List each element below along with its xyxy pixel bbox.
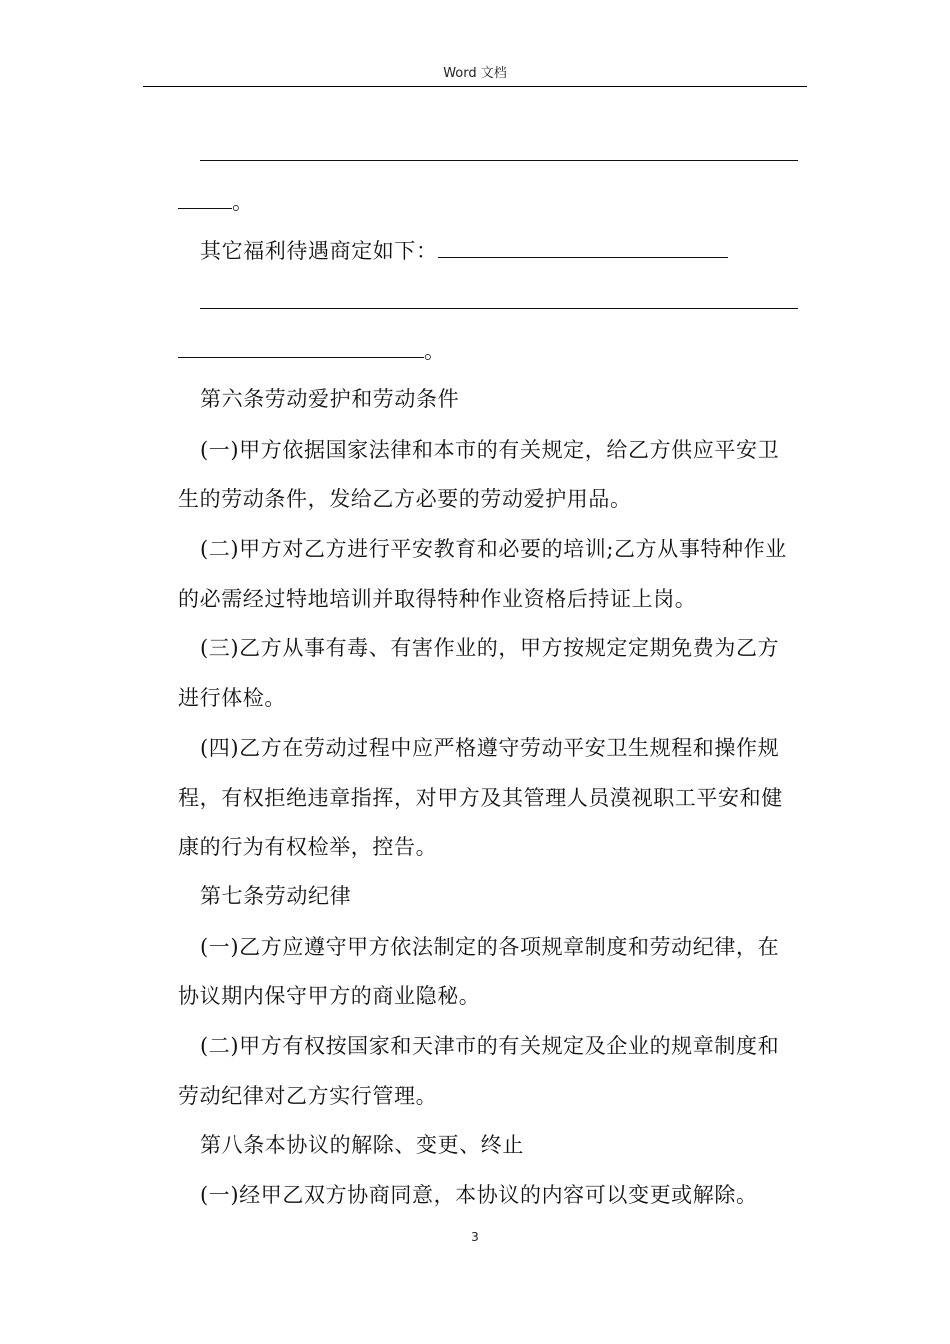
paragraph-line: (四)乙方在劳动过程中应严格遵守劳动平安卫生规程和操作规 xyxy=(200,736,780,760)
blank-underline xyxy=(178,335,424,358)
paragraph-line: 进行体检。 xyxy=(178,686,286,710)
paragraph-line: 劳动纪律对乙方实行管理。 xyxy=(178,1084,438,1108)
blank-line-end xyxy=(178,186,803,218)
paragraph-line: 康的行为有权检举，控告。 xyxy=(178,835,438,859)
header-divider xyxy=(143,86,807,87)
section-heading: 第八条本协议的解除、变更、终止 xyxy=(200,1133,524,1157)
paragraph-line: (一)甲方依据国家法律和本市的有关规定，给乙方供应平安卫 xyxy=(200,438,780,462)
blank-line xyxy=(178,138,803,170)
paragraph-line: 生的劳动条件，发给乙方必要的劳动爱护用品。 xyxy=(178,487,632,511)
paragraph-line: (一)经甲乙双方协商同意，本协议的内容可以变更或解除。 xyxy=(200,1183,758,1207)
blank-underline xyxy=(200,138,798,161)
welfare-label: 其它福利待遇商定如下： xyxy=(200,239,438,263)
header-title: Word 文档 xyxy=(443,66,507,81)
paragraph-line: (二)甲方有权按国家和天津市的有关规定及企业的规章制度和 xyxy=(200,1034,780,1058)
section-heading: 第六条劳动爱护和劳动条件 xyxy=(200,387,460,411)
paragraph-line: (三)乙方从事有毒、有害作业的，甲方按规定定期免费为乙方 xyxy=(200,636,780,660)
page-number: 3 xyxy=(471,1230,479,1244)
paragraph-line: 的必需经过特地培训并取得特种作业资格后持证上岗。 xyxy=(178,587,697,611)
blank-end-mark: 。 xyxy=(232,190,254,214)
welfare-line xyxy=(178,235,803,267)
blank-end-mark: 。 xyxy=(424,339,446,363)
paragraph-line: (一)乙方应遵守甲方依法制定的各项规章制度和劳动纪律，在 xyxy=(200,935,780,959)
section-heading: 第七条劳动纪律 xyxy=(200,884,352,908)
paragraph-line: (二)甲方对乙方进行平安教育和必要的培训;乙方从事特种作业 xyxy=(200,537,787,561)
blank-underline xyxy=(200,286,798,309)
blank-underline xyxy=(438,235,728,258)
blank-line xyxy=(178,286,803,318)
paragraph-line: 协议期内保守甲方的商业隐秘。 xyxy=(178,984,481,1008)
paragraph-line: 程，有权拒绝违章指挥，对甲方及其管理人员漠视职工平安和健 xyxy=(178,786,783,810)
blank-line-end xyxy=(178,335,803,367)
blank-underline xyxy=(178,186,232,209)
